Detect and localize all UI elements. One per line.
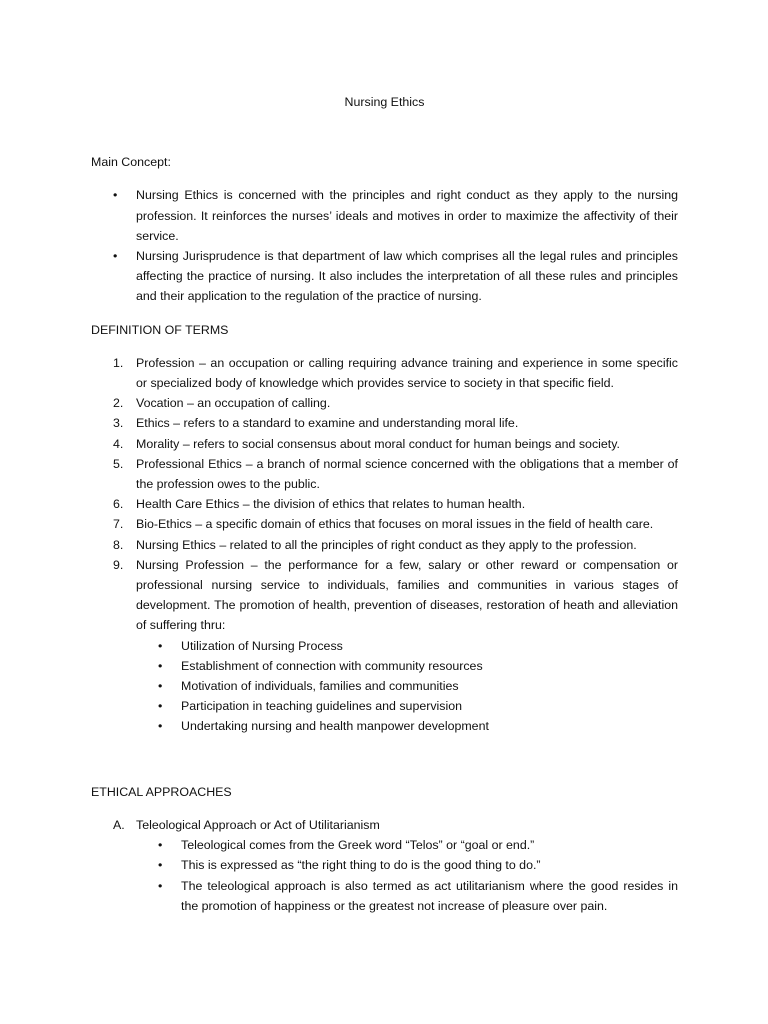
spacer bbox=[91, 112, 678, 152]
spacer bbox=[91, 802, 678, 815]
list-marker: 5. bbox=[113, 456, 124, 471]
sub-bullet: • Utilization of Nursing Process bbox=[136, 636, 678, 656]
definition-text: Vocation – an occupation of calling. bbox=[136, 396, 331, 411]
definitions-heading: DEFINITION OF TERMS bbox=[91, 322, 229, 337]
approach-bullet: • This is expressed as “the right thing to do is the good thing to do.” bbox=[136, 855, 678, 875]
spacer bbox=[91, 340, 678, 353]
list-marker: 2. bbox=[113, 396, 124, 411]
spacer bbox=[91, 172, 678, 185]
definition-text: Bio-Ethics – a specific domain of ethics that focuses on moral issues in the field of health care. bbox=[136, 517, 654, 532]
approach-bullet: • The teleological approach is also termed as act utilitarianism where the good resides in the promotion of happiness or the greatest not increase of pleasure over pain. bbox=[136, 876, 678, 916]
sub-bullet: • Establishment of connection with community resources bbox=[136, 656, 678, 676]
ethical-approaches-heading: ETHICAL APPROACHES bbox=[91, 784, 232, 799]
approach-title: Teleological Approach or Act of Utilitarianism bbox=[136, 817, 380, 832]
definition-text: Ethics – refers to a standard to examine and understanding moral life. bbox=[136, 416, 519, 431]
spacer bbox=[91, 307, 678, 320]
definition-text: Nursing Ethics – related to all the principles of right conduct as they apply to the profession. bbox=[136, 537, 637, 552]
definition-item bbox=[91, 535, 678, 555]
definition-item bbox=[91, 555, 678, 737]
definition-text: Profession – an occupation or calling requiring advance training and experience in some specific or specialized body of knowledge which provides service to society in that specific field. bbox=[136, 355, 678, 391]
spacer bbox=[91, 737, 678, 782]
definition-item bbox=[91, 393, 678, 413]
main-concept-list bbox=[91, 185, 678, 306]
definition-text: Professional Ethics – a branch of normal science concerned with the obligations that a member of the profession owes to the public. bbox=[136, 456, 678, 492]
list-marker: 9. bbox=[113, 557, 124, 572]
list-marker: 8. bbox=[113, 537, 124, 552]
document-body bbox=[91, 92, 678, 916]
definition-text: Nursing Profession – the performance for a few, salary or other reward or compensation or professional nursing service to individuals, families and communities in various stages of development. The promotion of health, prevention of diseases, restoration of heath and alleviation of suffering thru: bbox=[136, 557, 678, 633]
list-marker: 6. bbox=[113, 497, 124, 512]
list-marker: 1. bbox=[113, 355, 124, 370]
list-marker: 4. bbox=[113, 436, 124, 451]
document-title: Nursing Ethics bbox=[344, 95, 425, 109]
definition-text: Morality – refers to social consensus about moral conduct for human beings and society. bbox=[136, 436, 620, 451]
definition-item bbox=[91, 514, 678, 534]
ethical-approaches-list bbox=[91, 815, 678, 916]
sub-bullet: • Motivation of individuals, families and communities bbox=[136, 676, 678, 696]
approach-bullets bbox=[136, 835, 678, 916]
definition-item bbox=[91, 434, 678, 454]
main-concept-bullet: • Nursing Ethics is concerned with the principles and right conduct as they apply to the nursing profession. It reinforces the nurses’ ideals and motives in order to maximize the affectivity of their service. bbox=[91, 185, 678, 246]
definition-item bbox=[91, 494, 678, 514]
definition-item bbox=[91, 413, 678, 433]
approach-bullet: • Teleological comes from the Greek word “Telos” or “goal or end.” bbox=[136, 835, 678, 855]
list-marker: 3. bbox=[113, 416, 124, 431]
definition-item bbox=[91, 353, 678, 393]
main-concept-bullet: • Nursing Jurisprudence is that department of law which comprises all the legal rules and principles affecting the practice of nursing. It also includes the interpretation of all these rules and principles and their application to the regulation of the practice of nursing. bbox=[91, 246, 678, 307]
main-concept-heading: Main Concept: bbox=[91, 155, 171, 170]
list-marker: A. bbox=[113, 817, 125, 832]
sub-bullet: • Participation in teaching guidelines and supervision bbox=[136, 696, 678, 716]
sub-bullet: • Undertaking nursing and health manpower development bbox=[136, 716, 678, 736]
definitions-list bbox=[91, 353, 678, 737]
definition-text: Health Care Ethics – the division of ethics that relates to human health. bbox=[136, 497, 526, 512]
list-marker: 7. bbox=[113, 517, 124, 532]
approach-item bbox=[91, 815, 678, 916]
definition-item bbox=[91, 454, 678, 494]
nursing-profession-sublist bbox=[136, 636, 678, 737]
